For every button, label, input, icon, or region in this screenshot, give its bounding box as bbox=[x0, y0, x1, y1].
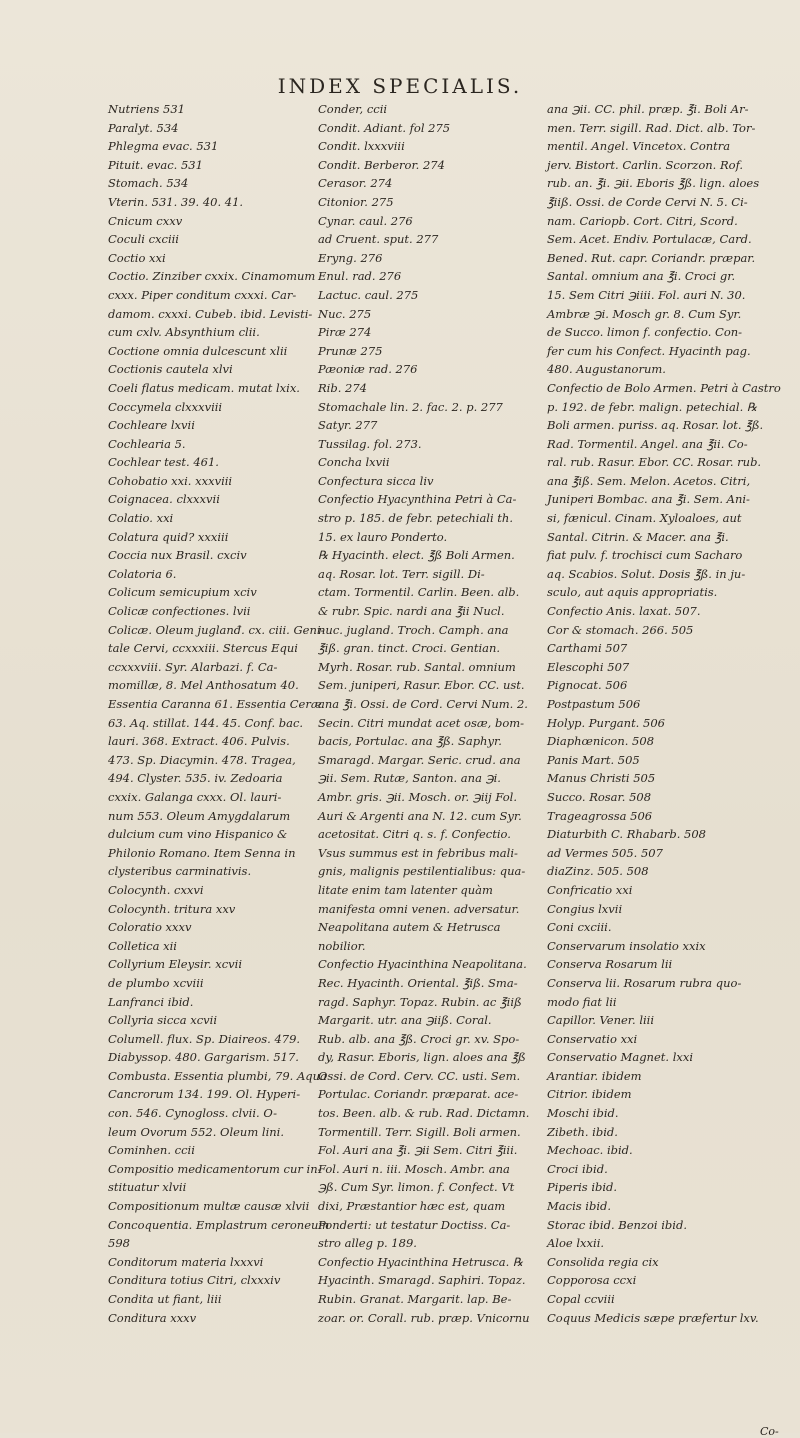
index-entry: Compositionum multæ causæ xlvii bbox=[108, 1199, 310, 1214]
index-entry: Hyacinth. Smaragd. Saphiri. Topaz. bbox=[318, 1273, 526, 1288]
index-entry: Collyria sicca xcvii bbox=[108, 1013, 218, 1028]
index-entry: Stomachale lin. 2. fac. 2. p. 277 bbox=[318, 399, 503, 414]
index-entry: ana ℥i. Ossi. de Cord. Cervi Num. 2. bbox=[318, 697, 528, 711]
index-entry: Confectio Hyacynthina Petri à Ca- bbox=[318, 492, 517, 507]
index-entry: Stomach. 534 bbox=[108, 176, 189, 191]
index-entry: Moschi ibid. bbox=[547, 1106, 619, 1121]
index-entry: Condit. lxxxviii bbox=[318, 139, 405, 154]
index-entry: Fol. Auri ana ℥i. ℈ii Sem. Citri ℥iii. bbox=[318, 1143, 518, 1158]
index-entry: Cynar. caul. 276 bbox=[318, 213, 413, 228]
index-entry: Coculi cxciii bbox=[108, 232, 179, 247]
index-entry: ad Vermes 505. 507 bbox=[547, 845, 663, 860]
catchword: Co- bbox=[760, 1425, 779, 1438]
index-entry: Postpastum 506 bbox=[547, 697, 641, 711]
index-entry: Fol. Auri n. iii. Mosch. Ambr. ana bbox=[318, 1161, 510, 1176]
index-entry: Sem. juniperi, Rasur. Ebor. CC. ust. bbox=[318, 678, 525, 693]
index-entry: Croci ibid. bbox=[547, 1161, 608, 1176]
index-entry: cxxix. Galanga cxxx. Ol. lauri- bbox=[108, 789, 282, 804]
index-entry: Nuc. 275 bbox=[318, 306, 372, 321]
index-entry: nuc. jugland. Troch. Camph. ana bbox=[318, 622, 509, 637]
index-entry: 15. ex lauro Ponderto. bbox=[318, 529, 448, 544]
index-entry: ral. rub. Rasur. Ebor. CC. Rosar. rub. bbox=[547, 455, 762, 470]
index-entry: zoar. or. Corall. rub. præp. Vnicornu bbox=[318, 1310, 530, 1325]
index-entry: Cor & stomach. 266. 505 bbox=[547, 622, 694, 637]
index-entry: ℈ß. Cum Syr. limon. f. Confect. Vt bbox=[318, 1180, 515, 1195]
index-entry: Bened. Rut. capr. Coriandr. præpar. bbox=[547, 250, 756, 265]
index-entry: aq. Rosar. lot. Terr. sigill. Di- bbox=[318, 566, 485, 581]
index-entry: dy, Rasur. Eboris, lign. aloes ana ℥ß bbox=[318, 1050, 526, 1065]
index-entry: Essentia Caranna 61. Essentia Ceræ bbox=[108, 697, 322, 711]
index-entry: Compositio medicamentorum cur in- bbox=[108, 1161, 322, 1176]
index-entry: Pignocat. 506 bbox=[547, 678, 628, 693]
index-entry: fiat pulv. f. trochisci cum Sacharo bbox=[547, 548, 743, 563]
index-entry: manifesta omni venen. adversatur. bbox=[318, 901, 520, 916]
index-entry: Columell. flux. Sp. Diaireos. 479. bbox=[108, 1031, 301, 1046]
index-entry: Auri & Argenti ana N. 12. cum Syr. bbox=[318, 808, 522, 823]
index-entry: nam. Cariopb. Cort. Citri, Scord. bbox=[547, 213, 738, 228]
index-entry: Cerasor. 274 bbox=[318, 176, 393, 191]
index-entry: ad Cruent. sput. 277 bbox=[318, 232, 439, 247]
index-entry: Lanfranci ibid. bbox=[108, 994, 194, 1009]
index-entry: Pituit. evac. 531 bbox=[108, 157, 203, 172]
index-entry: de Succo. limon f. confectio. Con- bbox=[547, 325, 743, 340]
index-entry: Conserva Rosarum lii bbox=[547, 957, 673, 972]
index-entry: Cominhen. ccii bbox=[108, 1143, 195, 1158]
index-column-2 bbox=[318, 100, 542, 1327]
index-entry: Rec. Hyacinth. Oriental. ℥iß. Sma- bbox=[318, 975, 518, 990]
index-entry: Confectio Anis. laxat. 507. bbox=[547, 604, 701, 619]
index-entry: Confectio Hyacinthina Neapolitana. bbox=[318, 957, 527, 972]
index-entry: Pæoniæ rad. 276 bbox=[318, 362, 418, 377]
index-entry: Citrior. ibidem bbox=[547, 1087, 632, 1102]
index-entry: Coctionis cautela xlvi bbox=[108, 362, 233, 377]
index-entry: Cochlear test. 461. bbox=[108, 455, 219, 470]
index-entry: rub. an. ℥i. ℈ii. Eboris ℥ß. lign. aloes bbox=[547, 176, 760, 191]
index-entry: Lactuc. caul. 275 bbox=[318, 287, 419, 302]
index-entry: gnis, malignis pestilentialibus: qua- bbox=[318, 864, 526, 879]
index-entry: Congius lxvii bbox=[547, 901, 623, 916]
index-entry: Rib. 274 bbox=[318, 380, 367, 395]
index-entry: bacis, Portulac. ana ℥ß. Saphyr. bbox=[318, 734, 502, 749]
index-entry: Copporosa ccxi bbox=[547, 1273, 637, 1288]
index-entry: sculo, aut aquis appropriatis. bbox=[547, 585, 718, 600]
index-entry: Coctio xxi bbox=[108, 250, 166, 265]
index-entry: ana ℥iß. Sem. Melon. Acetos. Citri, bbox=[547, 473, 751, 488]
index-entry: 473. Sp. Diacymin. 478. Tragea, bbox=[108, 752, 296, 767]
index-entry: Colocynth. tritura xxv bbox=[108, 901, 236, 916]
index-entry: momillæ, 8. Mel Anthosatum 40. bbox=[108, 678, 299, 693]
index-entry: Ponderti: ut testatur Doctiss. Ca- bbox=[318, 1217, 511, 1232]
index-entry: Coctio. Zinziber cxxix. Cinamomum bbox=[108, 269, 316, 284]
index-entry: modo fiat lii bbox=[547, 994, 617, 1009]
index-entry: Satyr. 277 bbox=[318, 418, 378, 433]
index-entry: Storac ibid. Benzoi ibid. bbox=[547, 1217, 687, 1232]
index-entry: Conditorum materia lxxxvi bbox=[108, 1254, 264, 1269]
index-entry: Juniperi Bombac. ana ℥i. Sem. Ani- bbox=[547, 492, 750, 507]
index-entry: Piperis ibid. bbox=[547, 1180, 618, 1195]
index-entry: dulcium cum vino Hispanico & bbox=[108, 827, 288, 842]
index-entry: Phlegma evac. 531 bbox=[108, 139, 219, 154]
index-entry: Philonio Romano. Item Senna in bbox=[108, 845, 296, 860]
index-entry: & rubr. Spic. nardi ana ℥ii Nucl. bbox=[318, 604, 505, 619]
index-entry: Colicum semicupium xciv bbox=[108, 585, 257, 600]
index-entry: Neapolitana autem & Hetrusca bbox=[318, 920, 501, 935]
index-entry: cum cxlv. Absynthium clii. bbox=[108, 325, 260, 340]
index-entry: Enul. rad. 276 bbox=[318, 269, 402, 284]
index-entry: ccxxxviii. Syr. Alarbazi. f. Ca- bbox=[108, 659, 278, 674]
index-entry: Ambr. gris. ℈ii. Mosch. or. ℈iij Fol. bbox=[318, 789, 518, 804]
index-entry: acetositat. Citri q. s. f. Confectio. bbox=[318, 827, 511, 842]
index-entry: 598 bbox=[108, 1236, 130, 1251]
index-entry: Concha lxvii bbox=[318, 455, 390, 470]
index-entry: Citonior. 275 bbox=[318, 194, 394, 209]
index-entry: Manus Christi 505 bbox=[547, 771, 656, 786]
index-entry: clysteribus carminativis. bbox=[108, 864, 252, 879]
index-entry: fer cum his Confect. Hyacinth pag. bbox=[547, 343, 751, 358]
index-entry: ℞ Hyacinth. elect. ℥ß Boli Armen. bbox=[318, 548, 515, 563]
index-entry: Copal ccviii bbox=[547, 1292, 615, 1306]
index-entry: Ossi. de Cord. Cerv. CC. usti. Sem. bbox=[318, 1068, 521, 1083]
index-entry: Confectura sicca liv bbox=[318, 473, 434, 488]
index-entry: stro p. 185. de febr. petechiali th. bbox=[318, 511, 513, 526]
index-entry: Conservarum insolatio xxix bbox=[547, 938, 706, 953]
index-entry: Diaphœnicon. 508 bbox=[547, 734, 655, 749]
index-entry: Margarit. utr. ana ℈iiß. Coral. bbox=[318, 1013, 492, 1028]
index-entry: Zibeth. ibid. bbox=[547, 1124, 618, 1139]
index-entry: Ambræ ℈i. Mosch gr. 8. Cum Syr. bbox=[547, 306, 742, 321]
index-entry: Capillor. Vener. liii bbox=[547, 1013, 655, 1028]
index-entry: Condita ut fiant, liii bbox=[108, 1292, 222, 1306]
index-entry: Tussilag. fol. 273. bbox=[318, 436, 422, 451]
index-entry: 494. Clyster. 535. iv. Zedoaria bbox=[108, 771, 283, 786]
index-entry: Tormentill. Terr. Sigill. Boli armen. bbox=[318, 1124, 521, 1139]
index-entry: 15. Sem Citri ℈iiii. Fol. auri N. 30. bbox=[547, 287, 746, 302]
index-entry: Cohobatio xxi. xxxviii bbox=[108, 473, 233, 488]
index-entry: Piræ 274 bbox=[318, 325, 372, 340]
index-entry: Colatio. xxi bbox=[108, 511, 174, 526]
index-entry: Succo. Rosar. 508 bbox=[547, 789, 652, 804]
index-entry: Collyrium Eleysir. xcvii bbox=[108, 957, 242, 972]
index-entry: lauri. 368. Extract. 406. Pulvis. bbox=[108, 734, 290, 749]
index-entry: num 553. Oleum Amygdalarum bbox=[108, 808, 291, 823]
index-entry: Concoquentia. Emplastrum ceroneum bbox=[108, 1217, 330, 1232]
index-entry: Paralyt. 534 bbox=[108, 120, 179, 135]
index-entry: p. 192. de febr. malign. petechial. ℞ bbox=[547, 399, 758, 414]
index-entry: Colocynth. cxxvi bbox=[108, 882, 204, 897]
page-title: INDEX SPECIALIS. bbox=[277, 74, 523, 98]
index-entry: si, fænicul. Cinam. Xyloaloes, aut bbox=[547, 511, 742, 526]
index-entry: Colatura quid? xxxiii bbox=[108, 529, 229, 544]
index-entry: Prunæ 275 bbox=[318, 343, 383, 358]
index-entry: Coquus Medicis sæpe præfertur lxv. bbox=[547, 1310, 759, 1325]
index-entry: Vsus summus est in febribus mali- bbox=[318, 845, 518, 860]
index-entry: Boli armen. puriss. aq. Rosar. lot. ℥ß. bbox=[547, 418, 764, 433]
index-entry: 63. Aq. stillat. 144. 45. Conf. bac. bbox=[108, 715, 304, 730]
index-entry: Coccia nux Brasil. cxciv bbox=[108, 548, 247, 563]
index-entry: Conservatio Magnet. lxxi bbox=[547, 1050, 694, 1065]
index-entry: damom. cxxxi. Cubeb. ibid. Levisti- bbox=[108, 306, 313, 321]
index-entry: Vterin. 531. 39. 40. 41. bbox=[108, 194, 244, 209]
index-entry: Confectio Hyacinthina Hetrusca. ℞ bbox=[318, 1254, 524, 1269]
index-entry: Coloratio xxxv bbox=[108, 920, 192, 935]
index-entry: cxxx. Piper conditum cxxxi. Car- bbox=[108, 287, 297, 302]
index-entry: Coni cxciii. bbox=[547, 920, 612, 935]
index-entry: Colatoria 6. bbox=[108, 566, 177, 581]
index-entry: ctam. Tormentil. Carlin. Been. alb. bbox=[318, 585, 520, 600]
index-entry: Rad. Tormentil. Angel. ana ℥ii. Co- bbox=[547, 436, 748, 451]
index-entry: Conserva lii. Rosarum rubra quo- bbox=[547, 975, 742, 990]
index-entry: stro alleg p. 189. bbox=[318, 1236, 417, 1251]
index-entry: Aloe lxxii. bbox=[547, 1236, 605, 1251]
index-entry: 480. Augustanorum. bbox=[547, 362, 666, 377]
index-entry: Diaturbith C. Rhabarb. 508 bbox=[547, 827, 706, 842]
index-entry: Eryng. 276 bbox=[318, 250, 383, 265]
index-entry: Elescophi 507 bbox=[547, 659, 630, 674]
index-entry: Coccymela clxxxviii bbox=[108, 399, 223, 414]
index-entry: Condit. Berberor. 274 bbox=[318, 157, 445, 172]
index-entry: Trageagrossa 506 bbox=[547, 808, 653, 823]
index-entry: Cnicum cxxv bbox=[108, 213, 183, 228]
index-entry: Colicæ confectiones. lvii bbox=[108, 604, 251, 619]
index-entry: diaZinz. 505. 508 bbox=[547, 864, 649, 879]
index-entry: Cochlearia 5. bbox=[108, 436, 186, 451]
index-entry: mentil. Angel. Vincetox. Contra bbox=[547, 139, 731, 154]
index-entry: leum Ovorum 552. Oleum lini. bbox=[108, 1124, 284, 1139]
index-entry: ℈ii. Sem. Rutæ, Santon. ana ℈i. bbox=[318, 771, 501, 786]
index-entry: Confectio de Bolo Armen. Petri à Castro bbox=[547, 380, 781, 395]
index-entry: nobilior. bbox=[318, 938, 366, 953]
index-entry: ana ℈ii. CC. phil. præp. ℥i. Boli Ar- bbox=[547, 102, 749, 116]
index-entry: tale Cervi, ccxxxiii. Stercus Equi bbox=[108, 641, 298, 656]
index-entry: Confricatio xxi bbox=[547, 882, 633, 897]
index-column-3 bbox=[547, 100, 787, 1327]
index-entry: Combusta. Essentia plumbi, 79. Aqua bbox=[108, 1068, 327, 1083]
index-entry: men. Terr. sigill. Rad. Dict. alb. Tor- bbox=[547, 120, 756, 135]
index-entry: Coeli flatus medicam. mutat lxix. bbox=[108, 380, 300, 395]
index-entry: Holyp. Purgant. 506 bbox=[547, 715, 665, 730]
index-entry: ragd. Saphyr. Topaz. Rubin. ac ℥iiß bbox=[318, 994, 522, 1009]
index-entry: Conder, ccii bbox=[318, 102, 388, 116]
index-entry: litate enim tam latenter quàm bbox=[318, 882, 493, 897]
index-entry: ℥iß. gran. tinct. Croci. Gentian. bbox=[318, 641, 501, 656]
index-entry: Rub. alb. ana ℥ß. Croci gr. xv. Spo- bbox=[318, 1031, 520, 1046]
index-entry: Smaragd. Margar. Seric. crud. ana bbox=[318, 752, 521, 767]
index-entry: dixi, Præstantior hæc est, quam bbox=[318, 1199, 506, 1214]
index-entry: con. 546. Cynogloss. clvii. O- bbox=[108, 1106, 278, 1121]
index-entry: Santal. Citrin. & Macer. ana ℥i. bbox=[547, 529, 729, 544]
index-entry: Coctione omnia dulcescunt xlii bbox=[108, 343, 288, 358]
index-entry: Santal. omnium ana ℥i. Croci gr. bbox=[547, 269, 736, 284]
index-entry: Diabyssop. 480. Gargarism. 517. bbox=[108, 1050, 299, 1065]
index-entry: Conservatio xxi bbox=[547, 1031, 638, 1046]
index-entry: Consolida regia cix bbox=[547, 1254, 659, 1269]
index-column-1 bbox=[108, 100, 330, 1327]
index-entry: Arantiar. ibidem bbox=[547, 1068, 642, 1083]
index-entry: jerv. Bistort. Carlin. Scorzon. Rof. bbox=[547, 157, 744, 172]
index-entry: Colletica xii bbox=[108, 938, 177, 953]
index-entry: de plumbo xcviii bbox=[108, 975, 204, 990]
index-entry: ℥iiß. Ossi. de Corde Cervi N. 5. Ci- bbox=[547, 194, 748, 209]
index-entry: Carthami 507 bbox=[547, 641, 628, 656]
index-entry: stituatur xlvii bbox=[108, 1180, 187, 1195]
index-entry: Portulac. Coriandr. præparat. ace- bbox=[318, 1087, 519, 1102]
index-entry: Macis ibid. bbox=[547, 1199, 612, 1214]
index-entry: Colicæ. Oleum juglanđ. cx. ciii. Geni- bbox=[108, 622, 325, 637]
index-entry: tos. Been. alb. & rub. Rad. Dictamn. bbox=[318, 1106, 530, 1121]
index-entry: Panis Mart. 505 bbox=[547, 752, 640, 767]
index-entry: Condit. Adiant. fol 275 bbox=[318, 120, 451, 135]
index-entry: Cochleare lxvii bbox=[108, 418, 195, 433]
index-entry: Conditura xxxv bbox=[108, 1310, 197, 1325]
index-entry: Cancrorum 134. 199. Ol. Hyperi- bbox=[108, 1087, 301, 1102]
index-entry: Myrh. Rosar. rub. Santal. omnium bbox=[318, 659, 516, 674]
index-entry: Nutriens 531 bbox=[108, 102, 185, 116]
index-entry: Coignacea. clxxxvii bbox=[108, 492, 220, 507]
index-entry: Sem. Acet. Endiv. Portulacæ, Card. bbox=[547, 232, 752, 247]
index-entry: Conditura totius Citri, clxxxiv bbox=[108, 1273, 281, 1288]
index-entry: aq. Scabios. Solut. Dosis ℥ß. in ju- bbox=[547, 566, 746, 581]
index-entry: Rubin. Granat. Margarit. lap. Be- bbox=[318, 1292, 512, 1306]
index-entry: Mechoac. ibid. bbox=[547, 1143, 633, 1158]
index-entry: Secin. Citri mundat acet osæ, bom- bbox=[318, 715, 525, 730]
